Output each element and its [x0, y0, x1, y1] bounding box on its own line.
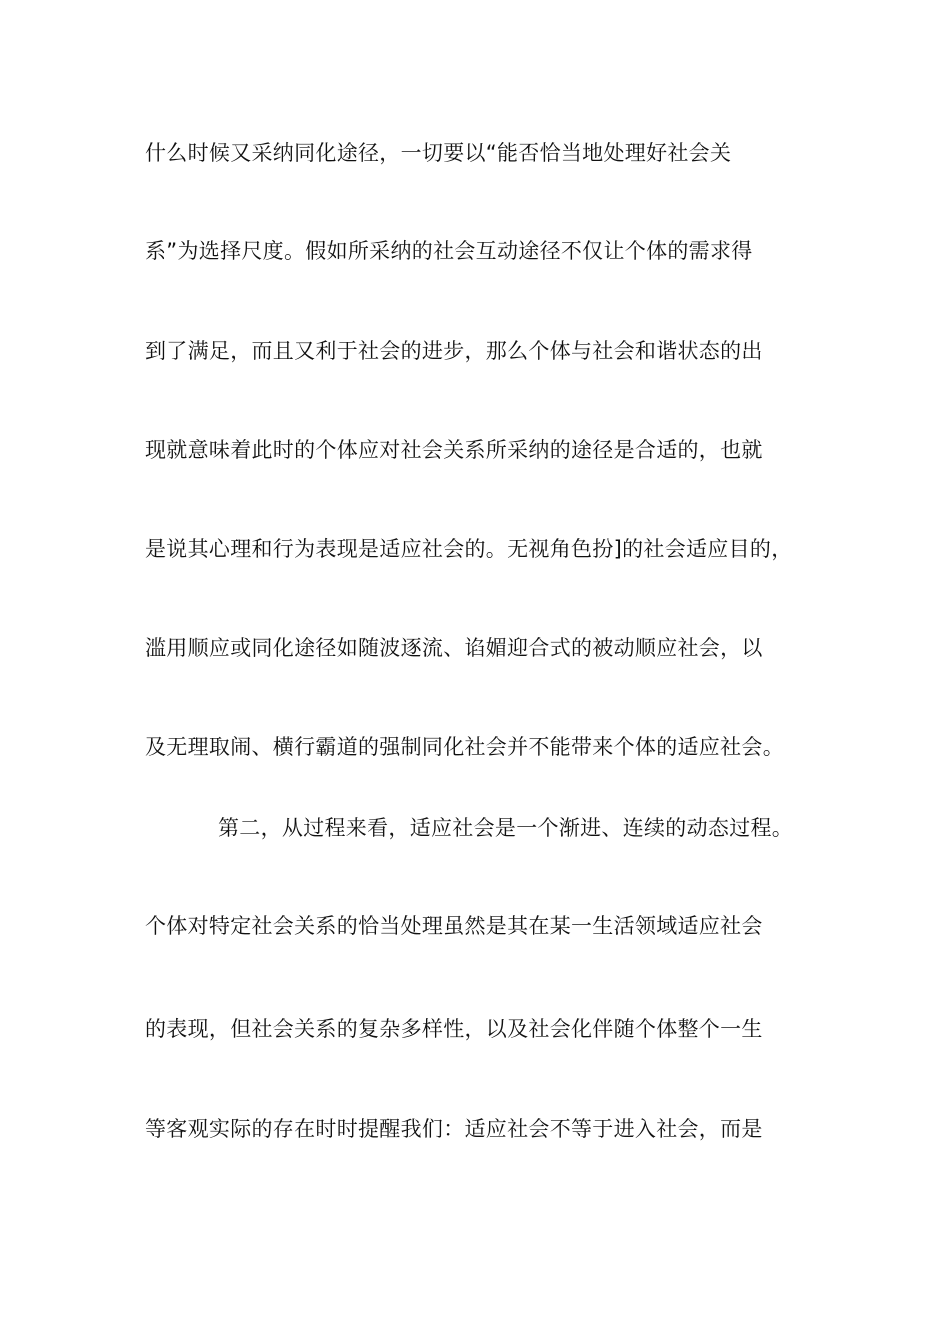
text-line	[0, 630, 950, 666]
paragraph-first-line	[0, 810, 950, 846]
text-line	[0, 729, 950, 765]
line-text: 的表现，但社会关系的复杂多样性，以及社会化伴随个体整个一生	[145, 1017, 763, 1041]
line-text: 系”为选择尺度。假如所采纳的社会互动途径不仅让个体的需求得	[145, 239, 753, 263]
line-text: 到了满足，而且又利于社会的进步，那么个体与社会和谐状态的出	[145, 339, 763, 363]
text-line	[0, 233, 950, 269]
line-text: 第二，从过程来看，适应社会是一个渐进、连续的动态过程。	[218, 816, 794, 840]
line-text: 滥用顺应或同化途径如随波逐流、谄媚迎合式的被动顺应社会，以	[145, 636, 763, 660]
text-line	[0, 333, 950, 369]
line-text: 个体对特定社会关系的恰当处理虽然是其在某一生活领域适应社会	[145, 914, 763, 938]
line-text: 是说其心理和行为表现是适应社会的。无视角色扮]的社会适应目的，	[145, 537, 793, 561]
text-line	[0, 908, 950, 944]
text-line	[0, 1011, 950, 1047]
text-line	[0, 432, 950, 468]
line-text: 什么时候又采纳同化途径，一切要以“能否恰当地处理好社会关	[145, 141, 732, 165]
text-line	[0, 1111, 950, 1147]
line-text: 及无理取闹、横行霸道的强制同化社会并不能带来个体的适应社会。	[145, 735, 784, 759]
line-text: 等客观实际的存在时时提醒我们：适应社会不等于进入社会，而是	[145, 1117, 763, 1141]
text-line	[0, 135, 950, 171]
text-line	[0, 531, 950, 567]
line-text: 现就意味着此时的个体应对社会关系所采纳的途径是合适的，也就	[145, 438, 763, 462]
